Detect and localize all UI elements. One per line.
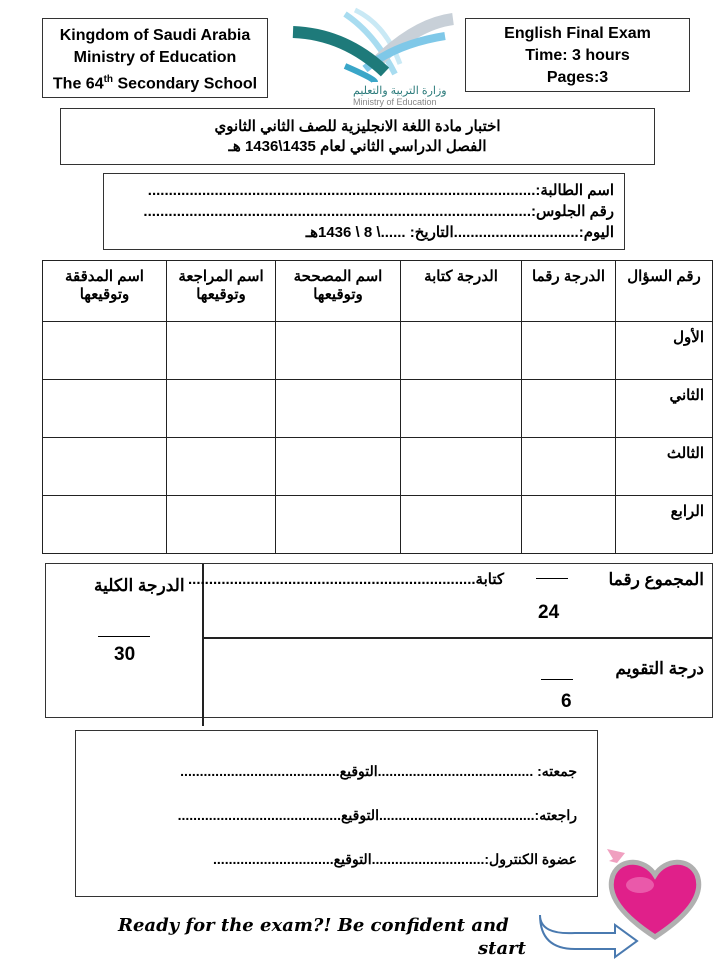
logo-arabic: وزارة التربية والتعليم	[353, 85, 447, 97]
assessment-max: 6	[561, 691, 572, 712]
table-row	[43, 496, 713, 554]
row-label: الرابع	[616, 496, 713, 554]
overall-max: 30	[114, 644, 136, 665]
header-grade-number: الدرجة رقما	[522, 261, 616, 322]
arrow-icon	[535, 905, 645, 965]
exam-subject: اختبار مادة اللغة الانجليزية للصف الثاني الثانوي	[214, 118, 501, 135]
overall-line	[98, 636, 150, 637]
cell[interactable]	[167, 438, 276, 496]
cell[interactable]	[401, 380, 522, 438]
cell[interactable]	[43, 438, 167, 496]
footer-motivation: Ready for the exam?! Be confident and	[118, 915, 509, 936]
row-label: الأول	[616, 322, 713, 380]
table-row	[43, 380, 713, 438]
exam-info-box	[465, 18, 690, 92]
exam-title: English Final Exam	[504, 25, 651, 42]
cell[interactable]	[167, 380, 276, 438]
cell[interactable]	[276, 438, 401, 496]
student-name-field[interactable]: اسم الطالبة:.............................................................................................	[147, 182, 614, 199]
cell[interactable]	[522, 380, 616, 438]
cell[interactable]	[522, 496, 616, 554]
overall-label: الدرجة الكلية	[94, 576, 185, 595]
cell[interactable]	[43, 322, 167, 380]
assessment-line	[541, 679, 573, 680]
summary-divider	[202, 564, 204, 726]
logo-english: Ministry of Education	[353, 97, 437, 107]
kingdom-label: Kingdom of Saudi Arabia	[59, 27, 251, 44]
cell[interactable]	[401, 322, 522, 380]
cell[interactable]	[401, 496, 522, 554]
summary-hline	[203, 637, 712, 639]
row-label: الثالث	[616, 438, 713, 496]
header-auditor: اسم المدققة وتوقيعها	[43, 261, 167, 322]
exam-term: الفصل الدراسي الثاني لعام 1435\1436 هـ	[228, 138, 487, 155]
cell[interactable]	[167, 322, 276, 380]
cell[interactable]	[43, 380, 167, 438]
header-question-no: رقم السؤال	[616, 261, 713, 322]
school-info-box	[42, 18, 268, 98]
exam-title-box	[60, 108, 655, 165]
written-total-field[interactable]: كتابة.....................................................................	[187, 571, 504, 588]
table-header-row	[43, 261, 713, 322]
cell[interactable]	[522, 322, 616, 380]
student-info-box	[103, 173, 625, 250]
exam-pages: Pages:3	[546, 69, 609, 86]
total-line	[536, 578, 568, 579]
cell[interactable]	[276, 380, 401, 438]
school-label: The 64th Secondary School	[52, 74, 258, 93]
collected-by-field[interactable]: جمعته: ........................................التوقيع.........................................	[180, 763, 577, 779]
cell[interactable]	[276, 496, 401, 554]
reviewed-by-field[interactable]: راجعته:........................................التوقيع..........................................	[177, 807, 577, 823]
row-label: الثاني	[616, 380, 713, 438]
ministry-logo	[285, 4, 455, 108]
grades-table	[42, 260, 713, 554]
assessment-label: درجة التقويم	[615, 659, 704, 678]
ministry-label: Ministry of Education	[73, 49, 237, 66]
total-label: المجموع رقما	[608, 570, 704, 589]
seat-number-field[interactable]: رقم الجلوس:.............................................................................................	[143, 203, 614, 220]
table-row	[43, 322, 713, 380]
table-row	[43, 438, 713, 496]
cell[interactable]	[276, 322, 401, 380]
date-field[interactable]: اليوم:..............................التاريخ: ......\ 8 \ 1436هـ	[305, 224, 614, 241]
total-max: 24	[538, 602, 560, 623]
cell[interactable]	[401, 438, 522, 496]
control-member-field[interactable]: عضوة الكنترول:.............................التوقيع...............................	[213, 851, 577, 867]
header-reviewer: اسم المراجعة وتوقيعها	[167, 261, 276, 322]
exam-time: Time: 3 hours	[525, 47, 630, 64]
footer-motivation-end: start	[478, 938, 526, 959]
header-corrector: اسم المصححة وتوقيعها	[276, 261, 401, 322]
cell[interactable]	[43, 496, 167, 554]
summary-box	[45, 563, 713, 718]
signature-box	[75, 730, 598, 897]
cell[interactable]	[167, 496, 276, 554]
cell[interactable]	[522, 438, 616, 496]
header-grade-written: الدرجة كتابة	[401, 261, 522, 322]
